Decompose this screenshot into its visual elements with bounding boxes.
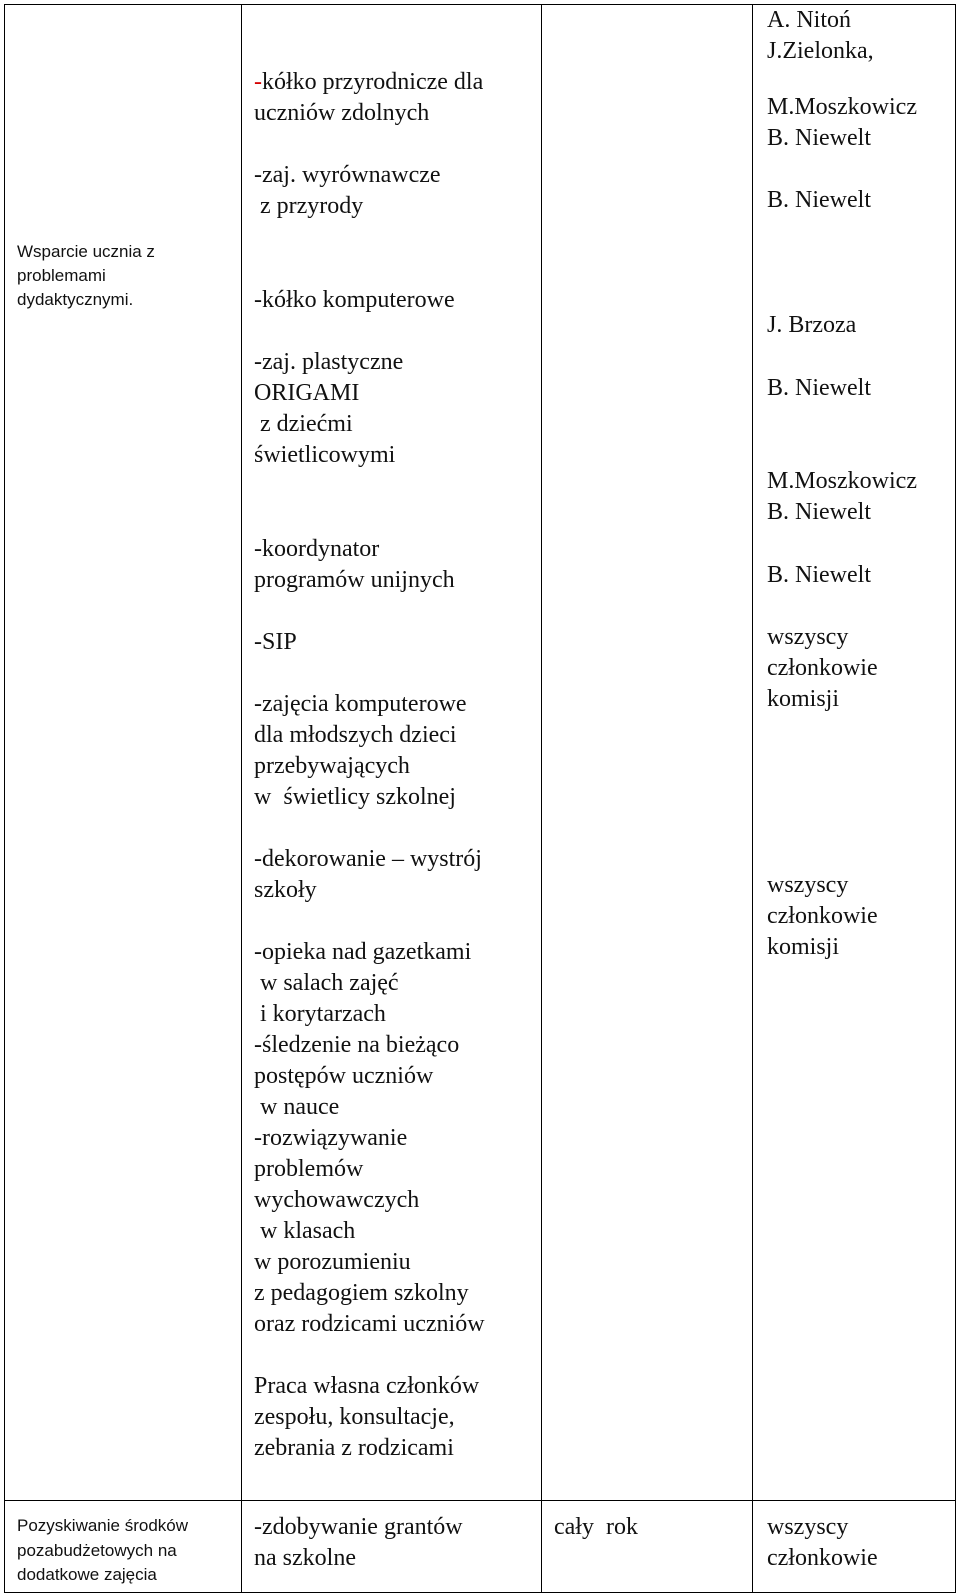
responsible-line: J. Brzoza xyxy=(767,312,857,338)
activity-line: -rozwiązywanie xyxy=(254,1125,408,1151)
row-label-line: problemami xyxy=(17,266,106,285)
table-border-left xyxy=(4,4,5,1593)
activity-line: w porozumieniu xyxy=(254,1249,411,1275)
activity-line: postępów uczniów xyxy=(254,1063,434,1089)
row-divider xyxy=(4,1500,956,1501)
responsible-line: członkowie xyxy=(767,1545,878,1571)
activity-line: z pedagogiem szkolny xyxy=(254,1280,469,1306)
responsible-line: B. Niewelt xyxy=(767,499,871,525)
responsible-line: M.Moszkowicz xyxy=(767,94,917,120)
responsible-line: wszyscy xyxy=(767,872,849,898)
activity-line: -zaj. plastyczne xyxy=(254,349,404,375)
responsible-line: M.Moszkowicz xyxy=(767,468,917,494)
activity-text: kółko przyrodnicze dla xyxy=(262,69,484,95)
responsible-line: członkowie xyxy=(767,655,878,681)
activity-line: w nauce xyxy=(254,1094,340,1120)
activity-line: -opieka nad gazetkami xyxy=(254,939,472,965)
activity-line: -zajęcia komputerowe xyxy=(254,691,467,717)
activity-line: z dziećmi xyxy=(254,411,353,437)
activity-line: wychowawczych xyxy=(254,1187,420,1213)
activity-line: oraz rodzicami uczniów xyxy=(254,1311,485,1337)
responsible-line: J.Zielonka, xyxy=(767,38,874,64)
column-divider-1 xyxy=(241,4,242,1593)
activity-line: zebrania z rodzicami xyxy=(254,1435,454,1461)
row-label-line: Pozyskiwanie środków xyxy=(17,1516,189,1535)
term-text: cały rok xyxy=(554,1514,638,1540)
table-border-right xyxy=(955,4,956,1593)
activity-line: -zdobywanie grantów xyxy=(254,1514,463,1540)
activity-dash: - xyxy=(254,69,262,95)
activity-line: -koordynator xyxy=(254,536,380,562)
responsible-line: wszyscy xyxy=(767,1514,849,1540)
activity-line: i korytarzach xyxy=(254,1001,386,1027)
activity-line: Praca własna członków xyxy=(254,1373,480,1399)
responsible-line: B. Niewelt xyxy=(767,187,871,213)
activity-line: -śledzenie na bieżąco xyxy=(254,1032,460,1058)
responsible-line: komisji xyxy=(767,686,840,712)
activity-line: uczniów zdolnych xyxy=(254,100,430,126)
activity-line: świetlicowymi xyxy=(254,442,396,468)
activity-line: -zaj. wyrównawcze xyxy=(254,162,441,188)
column-divider-2 xyxy=(541,4,542,1593)
row-label-line: dodatkowe zajęcia xyxy=(17,1565,157,1584)
activity-line: -dekorowanie – wystrój xyxy=(254,846,482,872)
activity-line: w świetlicy szkolnej xyxy=(254,784,456,810)
activity-line: -kółko komputerowe xyxy=(254,287,455,313)
activity-line: szkoły xyxy=(254,877,317,903)
activity-line: z przyrody xyxy=(254,193,364,219)
responsible-line: komisji xyxy=(767,934,840,960)
row-label-line: Wsparcie ucznia z xyxy=(17,242,155,261)
responsible-line: B. Niewelt xyxy=(767,375,871,401)
row-label-line: dydaktycznymi. xyxy=(17,290,134,309)
activity-line: w salach zajęć xyxy=(254,970,399,996)
activity-line: programów unijnych xyxy=(254,567,455,593)
activity-line: w klasach xyxy=(254,1218,356,1244)
activity-line: problemów xyxy=(254,1156,364,1182)
column-divider-3 xyxy=(752,4,753,1593)
activity-line: przebywających xyxy=(254,753,410,779)
responsible-line: A. Nitoń xyxy=(767,7,851,33)
activity-line: ORIGAMI xyxy=(254,380,360,406)
responsible-line: wszyscy xyxy=(767,624,849,650)
responsible-line: B. Niewelt xyxy=(767,125,871,151)
responsible-line: członkowie xyxy=(767,903,878,929)
activity-line: dla młodszych dzieci xyxy=(254,722,457,748)
responsible-line: B. Niewelt xyxy=(767,562,871,588)
activity-line: -SIP xyxy=(254,629,297,655)
activity-line: na szkolne xyxy=(254,1545,356,1571)
activity-line xyxy=(254,67,483,98)
activity-line: zespołu, konsultacje, xyxy=(254,1404,455,1430)
row-label-line: pozabudżetowych na xyxy=(17,1541,177,1560)
